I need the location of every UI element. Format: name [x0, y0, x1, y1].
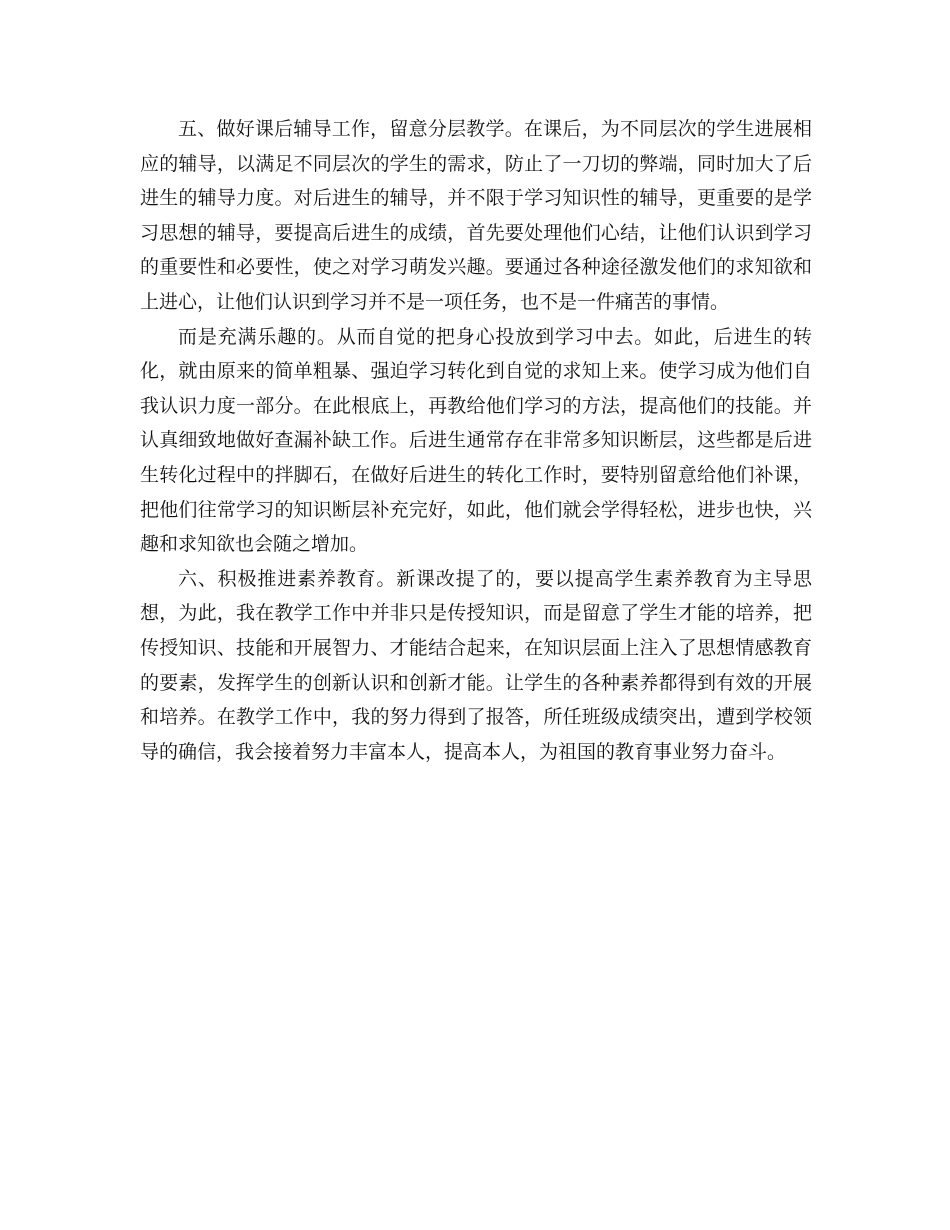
document-body [140, 112, 812, 769]
paragraph-quality-education: 六、积极推进素养教育。新课改提了的，要以提高学生素养教育为主导思想，为此，我在教学工作中并非只是传授知识，而是留意了学生才能的培养，把传授知识、技能和开展智力、才能结合起来，在知识层面上注入了思想情感教育的要素，发挥学生的创新认识和创新才能。让学生的各种素养都得到有效的开展和培养。在教学工作中，我的努力得到了报答，所任班级成绩突出，遭到学校领导的确信，我会接着努力丰富本人，提高本人，为祖国的教育事业努力奋斗。 [140, 567, 812, 763]
paragraph-after-class-tutoring: 五、做好课后辅导工作，留意分层教学。在课后，为不同层次的学生进展相应的辅导，以满足不同层次的学生的需求，防止了一刀切的弊端，同时加大了后进生的辅导力度。对后进生的辅导，并不限于学习知识性的辅导，更重要的是学习思想的辅导，要提高后进生的成绩，首先要处理他们心结，让他们认识到学习的重要性和必要性，使之对学习萌发兴趣。要通过各种途径激发他们的求知欲和上进心，让他们认识到学习并不是一项任务，也不是一件痛苦的事情。 [140, 118, 812, 313]
paragraph-interest-in-learning: 而是充满乐趣的。从而自觉的把身心投放到学习中去。如此，后进生的转化，就由原来的简单粗暴、强迫学习转化到自觉的求知上来。使学习成为他们自我认识力度一部分。在此根底上，再教给他们学习的方法，提高他们的技能。并认真细致地做好查漏补缺工作。后进生通常存在非常多知识断层，这些都是后进生转化过程中的拌脚石，在做好后进生的转化工作时，要特别留意给他们补课，把他们往常学习的知识断层补充完好，如此，他们就会学得轻松，进步也快，兴趣和求知欲也会随之增加。 [140, 325, 812, 556]
